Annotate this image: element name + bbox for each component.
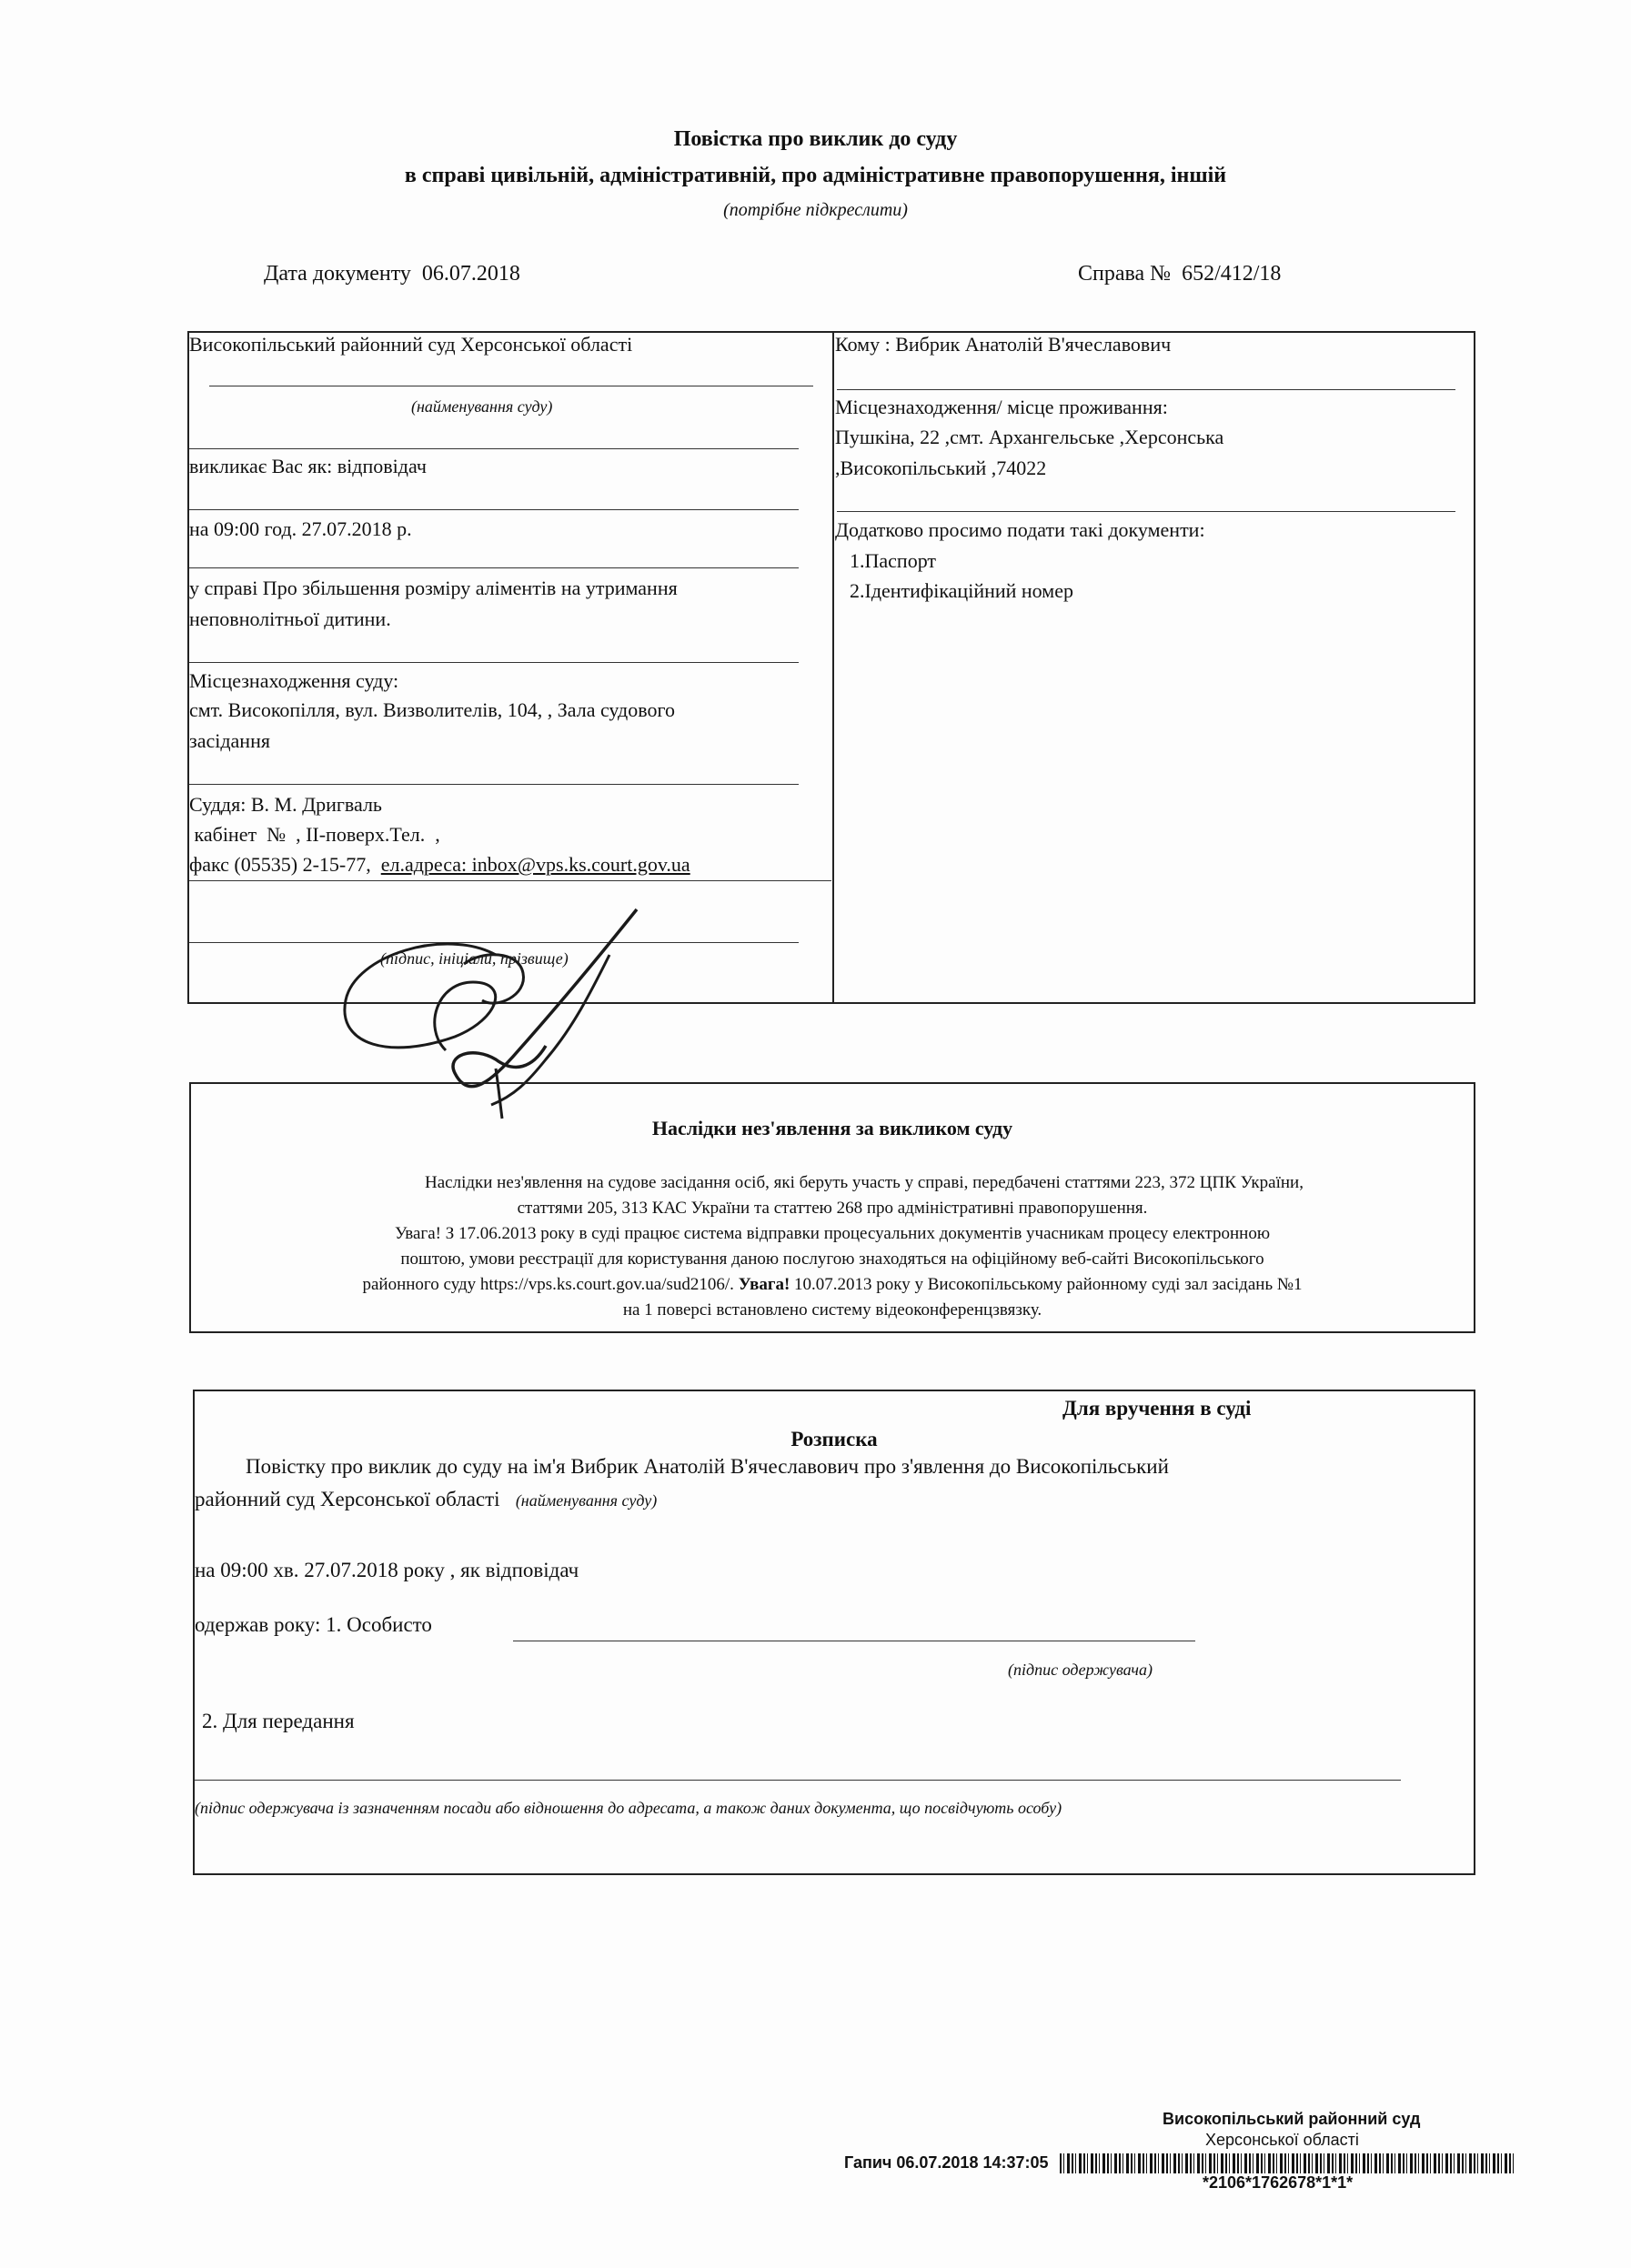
rule-3	[189, 567, 799, 568]
rule-2	[189, 509, 799, 510]
receipt-line-2	[195, 1488, 657, 1511]
consequences-line-5a: районного суду https://vps.ks.court.gov.ua/sud2106/.	[362, 1275, 734, 1294]
consequences-line-3: Увага! З 17.06.2013 року в суді працює система відправки процесуальних документів учасникам процесу електронною	[394, 1224, 1271, 1243]
received-personally: одержав року: 1. Особисто	[195, 1613, 432, 1636]
transfer-signature-caption: (підпис одержувача із зазначенням посади або відношення до адресата, а також даних документа, що посвідчують особу)	[195, 1799, 1062, 1817]
contact-info	[189, 853, 690, 877]
consequences-line-4: поштою, умови реєстрації для користування даною послугою знаходяться на офіційному веб-сайті Високопільського	[400, 1249, 1264, 1269]
consequences-line-5c: 10.07.2013 року у Високопільському районному суді зал засідань №1	[794, 1275, 1303, 1294]
footer-court-name: Високопільський районний суд	[1163, 2110, 1421, 2128]
footer-stamp: Гапич 06.07.2018 14:37:05	[844, 2153, 1049, 2172]
consequences-line-2: статтями 205, 313 КАС України та статтею 268 про адміністративні правопорушення.	[517, 1199, 1148, 1218]
rule-r2	[837, 511, 1455, 512]
address-label: Місцезнаходження/ місце проживання:	[835, 396, 1168, 418]
summons-divider	[832, 331, 834, 1004]
barcode-text: *2106*1762678*1*1*	[1203, 2173, 1354, 2192]
consequences-line-6: на 1 поверсі встановлено систему відеоконференцзвязку.	[622, 1300, 1042, 1320]
judge-name: Суддя: В. М. Дригваль	[189, 793, 382, 816]
case-value: 652/412/18	[1182, 262, 1282, 286]
rule-1	[189, 448, 799, 449]
rule-6	[189, 880, 831, 881]
document-item-1: 1.Паспорт	[850, 549, 937, 572]
date-value: 06.07.2018	[421, 262, 520, 286]
case-subject-line-2: неповнолітньої дитини.	[189, 607, 391, 630]
receipt-title: Розписка	[790, 1428, 878, 1450]
consequences-title: Наслідки нез'явлення за викликом суду	[651, 1117, 1013, 1139]
footer-court-region: Херсонської області	[1205, 2131, 1359, 2149]
rule-r1	[837, 389, 1455, 390]
case-label: Справа №	[1078, 262, 1172, 286]
receipt-court-caption: (найменування суду)	[515, 1491, 658, 1510]
court-name: Високопільський районний суд Херсонської області	[189, 333, 633, 356]
rule-4	[189, 662, 799, 663]
consequences-line-5	[189, 1275, 1475, 1295]
consequences-line-1: Наслідки нез'явлення на судове засідання осіб, які беруть участь у справі, передбачені статтями 223, 372 ЦПК України,	[425, 1173, 1304, 1192]
hearing-time: на 09:00 год. 27.07.2018 р.	[189, 517, 412, 540]
court-location-line-2: засідання	[189, 729, 270, 752]
recipient-signature-caption: (підпис одержувача)	[1008, 1661, 1153, 1679]
rule-5	[189, 784, 799, 785]
court-email[interactable]: ел.адреса: inbox@vps.ks.court.gov.ua	[380, 853, 690, 876]
for-transfer: 2. Для передання	[202, 1710, 355, 1732]
summons-role: викликає Вас як: відповідач	[189, 455, 427, 477]
documents-label: Додатково просимо подати такі документи:	[835, 518, 1205, 541]
court-name-caption: (найменування суду)	[411, 397, 553, 416]
case-number	[1078, 262, 1281, 286]
signature-caption: (підпис, ініціали, прізвище)	[380, 949, 569, 968]
underline-note: (потрібне підкреслити)	[723, 200, 908, 220]
document-item-2: 2.Ідентифікаційний номер	[850, 579, 1073, 602]
receipt-court-name: районний суд Херсонської області	[195, 1488, 500, 1510]
document-date	[264, 262, 520, 286]
consequences-line-5b: Увага!	[738, 1275, 790, 1294]
recipient-name: Кому : Вибрик Анатолій В'ячеславович	[835, 333, 1172, 356]
document-title: Повістка про виклик до суду	[673, 127, 958, 151]
transfer-signature-line	[195, 1780, 1401, 1781]
date-label: Дата документу	[264, 262, 411, 286]
barcode-icon	[1060, 2153, 1515, 2173]
document-subtitle: в справі цивільній, адміністративній, про адміністративне правопорушення, іншій	[404, 164, 1227, 187]
address-line-2: ,Високопільський ,74022	[835, 457, 1047, 479]
court-location-line-1: смт. Високопілля, вул. Визволителів, 104, , Зала судового	[189, 698, 675, 721]
office-info: кабінет № , ІІ-поверх.Тел. ,	[189, 823, 440, 846]
court-location-label: Місцезнаходження суду:	[189, 669, 399, 692]
receipt-line-1: Повістку про виклик до суду на ім'я Вибрик Анатолій В'ячеславович про з'явлення до Високопільський	[246, 1455, 1169, 1478]
for-court-label: Для вручення в суді	[1062, 1397, 1252, 1420]
address-line-1: Пушкіна, 22 ,смт. Архангельське ,Херсонська	[835, 426, 1224, 448]
receipt-time: на 09:00 хв. 27.07.2018 року , як відповідач	[195, 1559, 579, 1581]
case-subject-line-1: у справі Про збільшення розміру аліментів на утримання	[189, 577, 678, 599]
fax-number: факс (05535) 2-15-77,	[189, 853, 371, 876]
